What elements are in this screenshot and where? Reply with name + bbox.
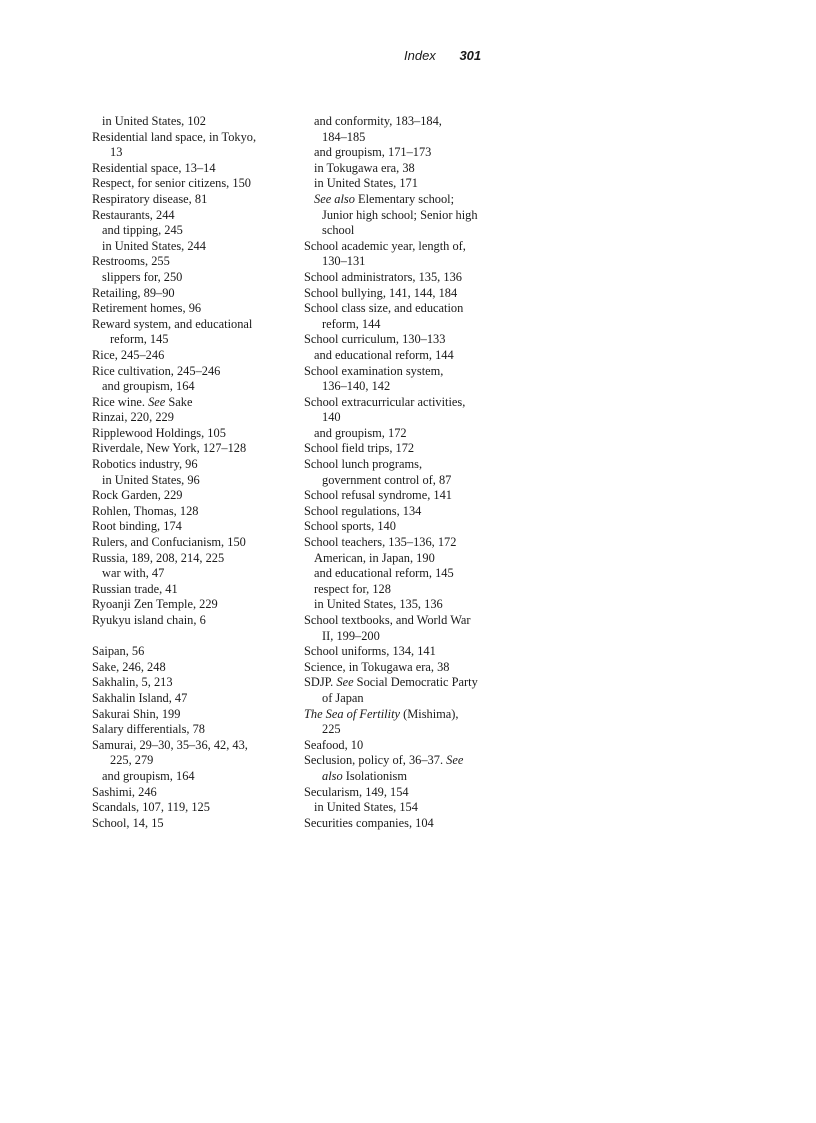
index-entry-text: SDJP. bbox=[304, 675, 337, 690]
index-entry-continuation bbox=[304, 379, 494, 395]
index-entry bbox=[92, 348, 307, 364]
index-entry bbox=[92, 176, 307, 192]
index-entry bbox=[304, 535, 494, 551]
index-entry-text: Salary differentials, 78 bbox=[92, 722, 205, 737]
index-entry bbox=[304, 301, 494, 317]
index-entry-text: 225 bbox=[322, 722, 341, 737]
index-entry bbox=[304, 816, 494, 832]
index-entry-text: American, in Japan, 190 bbox=[314, 550, 435, 565]
index-entry-continuation bbox=[92, 332, 307, 348]
index-entry-text: School bullying, 141, 144, 184 bbox=[304, 285, 458, 300]
index-entry bbox=[304, 364, 494, 380]
index-entry-text: 184–185 bbox=[322, 129, 366, 144]
index-entry bbox=[304, 785, 494, 801]
index-entry bbox=[92, 816, 307, 832]
index-entry bbox=[304, 660, 494, 676]
index-entry-text: School refusal syndrome, 141 bbox=[304, 488, 452, 503]
index-entry bbox=[304, 286, 494, 302]
index-entry-text: and groupism, 172 bbox=[314, 425, 407, 440]
index-entry-text: School examination system, bbox=[304, 363, 444, 378]
index-entry-continuation bbox=[304, 208, 494, 224]
running-head-title: Index bbox=[404, 48, 436, 63]
index-entry-text: Sakurai Shin, 199 bbox=[92, 706, 181, 721]
index-subentry bbox=[304, 582, 494, 598]
index-entry-text: Ryukyu island chain, 6 bbox=[92, 613, 206, 627]
index-entry-text: Junior high school; Senior high bbox=[322, 207, 478, 222]
index-entry-text: reform, 144 bbox=[322, 316, 381, 331]
index-entry-continuation bbox=[304, 410, 494, 426]
index-entry-text: Sakhalin Island, 47 bbox=[92, 690, 188, 705]
index-entry bbox=[92, 130, 307, 146]
index-subentry bbox=[304, 176, 494, 192]
index-entry-text: in United States, 244 bbox=[102, 238, 206, 253]
index-entry-text: School administrators, 135, 136 bbox=[304, 269, 462, 284]
index-entry-text: and conformity, 183–184, bbox=[314, 114, 442, 128]
index-entry-text: in United States, 171 bbox=[314, 176, 418, 191]
index-entry bbox=[92, 722, 307, 738]
index-entry-text: Science, in Tokugawa era, 38 bbox=[304, 659, 450, 674]
index-subentry bbox=[92, 769, 307, 785]
index-entry-text: School teachers, 135–136, 172 bbox=[304, 535, 457, 550]
index-entry bbox=[92, 504, 307, 520]
index-entry-text: Sakhalin, 5, 213 bbox=[92, 675, 173, 690]
index-subentry bbox=[92, 566, 307, 582]
index-subentry bbox=[304, 551, 494, 567]
index-entry bbox=[92, 535, 307, 551]
index-entry bbox=[304, 239, 494, 255]
index-entry bbox=[92, 457, 307, 473]
index-subentry bbox=[304, 192, 494, 208]
index-entry-text: in United States, 96 bbox=[102, 472, 200, 487]
index-entry-text: government control of, 87 bbox=[322, 472, 452, 487]
index-entry-text: 225, 279 bbox=[110, 753, 154, 768]
index-entry bbox=[304, 504, 494, 520]
index-subentry bbox=[92, 223, 307, 239]
index-entry-text: Retirement homes, 96 bbox=[92, 301, 202, 316]
index-entry-continuation bbox=[304, 691, 494, 707]
index-entry-text: Retailing, 89–90 bbox=[92, 285, 175, 300]
index-entry-continuation bbox=[304, 130, 494, 146]
index-entry-text: Ripplewood Holdings, 105 bbox=[92, 425, 226, 440]
index-entry bbox=[304, 457, 494, 473]
index-subentry bbox=[304, 800, 494, 816]
index-entry-text: school bbox=[322, 223, 355, 238]
index-entry-text: (Mishima), bbox=[400, 706, 459, 721]
page-number: 301 bbox=[459, 48, 482, 63]
index-column-right bbox=[304, 114, 494, 831]
letter-group-gap bbox=[92, 629, 307, 645]
index-subentry bbox=[304, 114, 494, 130]
index-entry-text: Sashimi, 246 bbox=[92, 784, 157, 799]
index-entry-italic-text: The Sea of Fertility bbox=[304, 706, 401, 721]
index-entry bbox=[92, 488, 307, 504]
index-entry bbox=[92, 597, 307, 613]
index-entry-italic-text: See bbox=[446, 753, 464, 768]
index-entry-text: in United States, 102 bbox=[102, 114, 206, 128]
index-entry-italic-text: See also bbox=[314, 191, 355, 206]
index-entry-text: 130–131 bbox=[322, 254, 366, 269]
index-entry-text: Sake bbox=[165, 394, 193, 409]
index-entry bbox=[92, 301, 307, 317]
index-entry-text: slippers for, 250 bbox=[102, 269, 183, 284]
index-entry-text: Restrooms, 255 bbox=[92, 254, 170, 269]
index-entry bbox=[92, 441, 307, 457]
index-entry-text: in United States, 154 bbox=[314, 800, 418, 815]
index-subentry bbox=[304, 161, 494, 177]
index-subentry bbox=[92, 379, 307, 395]
index-entry-text: Samurai, 29–30, 35–36, 42, 43, bbox=[92, 737, 248, 752]
index-entry bbox=[304, 613, 494, 629]
index-entry-text: 13 bbox=[110, 145, 123, 160]
index-entry-text: Root binding, 174 bbox=[92, 519, 182, 534]
index-entry-text: of Japan bbox=[322, 690, 364, 705]
index-entry-text: Seclusion, policy of, 36–37. bbox=[304, 753, 447, 768]
index-entry bbox=[92, 675, 307, 691]
index-entry bbox=[92, 785, 307, 801]
index-entry-continuation bbox=[304, 223, 494, 239]
index-entry-text: School field trips, 172 bbox=[304, 441, 415, 456]
index-entry-text: and educational reform, 144 bbox=[314, 347, 454, 362]
index-entry bbox=[304, 488, 494, 504]
index-entry bbox=[92, 254, 307, 270]
index-entry-continuation bbox=[304, 722, 494, 738]
index-entry-text: School curriculum, 130–133 bbox=[304, 332, 446, 347]
index-entry-text: Rulers, and Confucianism, 150 bbox=[92, 535, 246, 550]
index-entry-text: Rice cultivation, 245–246 bbox=[92, 363, 221, 378]
index-entry-text: Sake, 246, 248 bbox=[92, 659, 166, 674]
index-entry-text: Scandals, 107, 119, 125 bbox=[92, 800, 210, 815]
index-entry-text: and groupism, 164 bbox=[102, 379, 195, 394]
index-entry-continuation bbox=[304, 473, 494, 489]
index-entry-continuation bbox=[304, 769, 494, 785]
index-entry bbox=[304, 675, 494, 691]
index-entry-text: II, 199–200 bbox=[322, 628, 380, 643]
index-entry bbox=[92, 613, 307, 629]
index-entry-text: School, 14, 15 bbox=[92, 815, 164, 830]
index-entry bbox=[304, 441, 494, 457]
index-entry-text: Seafood, 10 bbox=[304, 737, 364, 752]
index-entry bbox=[92, 395, 307, 411]
index-subentry bbox=[304, 348, 494, 364]
index-subentry bbox=[92, 239, 307, 255]
index-entry-text: School uniforms, 134, 141 bbox=[304, 644, 436, 659]
index-entry-text: Robotics industry, 96 bbox=[92, 457, 198, 472]
index-subentry bbox=[304, 145, 494, 161]
index-entry bbox=[304, 519, 494, 535]
index-entry bbox=[304, 738, 494, 754]
index-entry bbox=[92, 161, 307, 177]
index-entry-continuation bbox=[304, 317, 494, 333]
index-entry-text: and educational reform, 145 bbox=[314, 566, 454, 581]
index-entry-text: war with, 47 bbox=[102, 566, 165, 581]
index-subentry bbox=[304, 566, 494, 582]
index-entry-text: School academic year, length of, bbox=[304, 238, 466, 253]
index-entry bbox=[92, 551, 307, 567]
index-entry-text: Rice wine. bbox=[92, 394, 149, 409]
index-entry-text: in United States, 135, 136 bbox=[314, 597, 443, 612]
index-entry-text: Russian trade, 41 bbox=[92, 581, 178, 596]
index-entry-text: and groupism, 164 bbox=[102, 768, 195, 783]
index-entry bbox=[92, 660, 307, 676]
index-entry bbox=[92, 691, 307, 707]
index-column-left bbox=[92, 114, 307, 831]
index-subentry bbox=[92, 473, 307, 489]
index-entry-text: Restaurants, 244 bbox=[92, 207, 175, 222]
index-entry bbox=[92, 738, 307, 754]
index-entry bbox=[92, 426, 307, 442]
index-entry-text: School regulations, 134 bbox=[304, 503, 422, 518]
index-entry bbox=[92, 208, 307, 224]
index-subentry bbox=[304, 426, 494, 442]
index-entry-text: School class size, and education bbox=[304, 301, 464, 316]
index-entry-text: Ryoanji Zen Temple, 229 bbox=[92, 597, 218, 612]
index-entry-italic-text: See bbox=[336, 675, 354, 690]
index-entry bbox=[92, 317, 307, 333]
index-entry-text: 136–140, 142 bbox=[322, 379, 391, 394]
index-entry-text: Russia, 189, 208, 214, 225 bbox=[92, 550, 225, 565]
index-entry-text: in Tokugawa era, 38 bbox=[314, 160, 415, 175]
index-entry-text: School extracurricular activities, bbox=[304, 394, 466, 409]
index-entry-text: Securities companies, 104 bbox=[304, 815, 434, 830]
index-entry bbox=[92, 800, 307, 816]
index-entry bbox=[92, 582, 307, 598]
index-entry-text: Rohlen, Thomas, 128 bbox=[92, 503, 199, 518]
index-entry-continuation bbox=[92, 753, 307, 769]
index-entry-text: Elementary school; bbox=[354, 191, 455, 206]
index-entry bbox=[92, 364, 307, 380]
index-entry-text: Isolationism bbox=[342, 768, 408, 783]
index-entry-text: Rock Garden, 229 bbox=[92, 488, 183, 503]
index-entry bbox=[304, 332, 494, 348]
index-entry-text: Reward system, and educational bbox=[92, 316, 253, 331]
index-entry bbox=[304, 707, 494, 723]
index-entry bbox=[304, 270, 494, 286]
index-entry-text: Riverdale, New York, 127–128 bbox=[92, 441, 247, 456]
index-entry bbox=[92, 707, 307, 723]
index-entry-continuation bbox=[304, 254, 494, 270]
index-entry bbox=[92, 286, 307, 302]
index-entry bbox=[304, 395, 494, 411]
index-entry bbox=[304, 644, 494, 660]
index-entry-text: School lunch programs, bbox=[304, 457, 423, 472]
index-entry-text: Respect, for senior citizens, 150 bbox=[92, 176, 251, 191]
index-entry-text: School sports, 140 bbox=[304, 519, 396, 534]
index-subentry bbox=[92, 114, 307, 130]
index-entry-text: Residential space, 13–14 bbox=[92, 160, 216, 175]
index-entry-italic-text: See bbox=[148, 394, 166, 409]
index-entry bbox=[92, 644, 307, 660]
index-entry bbox=[304, 753, 494, 769]
index-entry-text: Saipan, 56 bbox=[92, 644, 145, 659]
index-entry-text: reform, 145 bbox=[110, 332, 169, 347]
running-head bbox=[404, 48, 481, 63]
index-entry-continuation bbox=[304, 629, 494, 645]
index-entry-text: Social Democratic Party bbox=[353, 675, 478, 690]
index-entry-text: Respiratory disease, 81 bbox=[92, 191, 208, 206]
index-entry bbox=[92, 192, 307, 208]
index-entry-text: School textbooks, and World War bbox=[304, 613, 471, 627]
index-entry-text: 140 bbox=[322, 410, 341, 425]
index-entry-text: respect for, 128 bbox=[314, 581, 391, 596]
index-entry-text: Rice, 245–246 bbox=[92, 347, 165, 362]
index-entry bbox=[92, 519, 307, 535]
index-entry-text: Residential land space, in Tokyo, bbox=[92, 129, 257, 144]
index-entry-text: and groupism, 171–173 bbox=[314, 145, 432, 160]
index-entry-continuation bbox=[92, 145, 307, 161]
index-entry-italic-text: also bbox=[322, 768, 343, 783]
index-entry-text: and tipping, 245 bbox=[102, 223, 183, 238]
index-subentry bbox=[92, 270, 307, 286]
index-entry-text: Rinzai, 220, 229 bbox=[92, 410, 174, 425]
index-entry bbox=[92, 410, 307, 426]
index-entry-text: Secularism, 149, 154 bbox=[304, 784, 409, 799]
index-subentry bbox=[304, 597, 494, 613]
